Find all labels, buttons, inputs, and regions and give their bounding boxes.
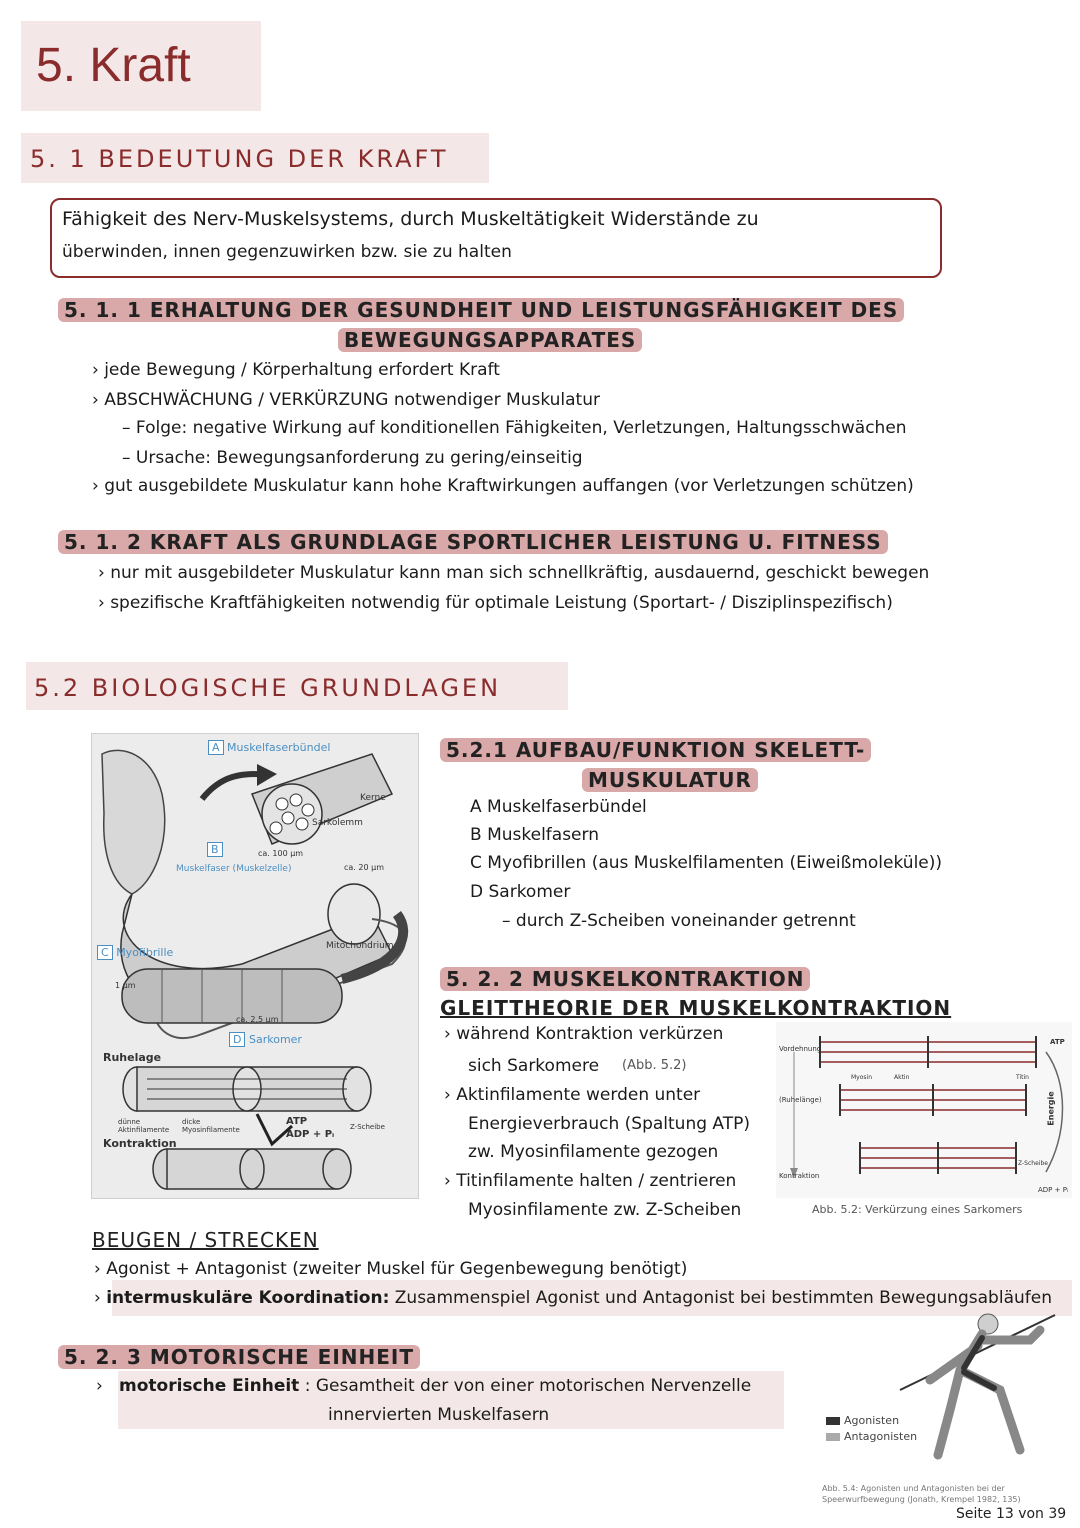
gleittheorie-heading: GLEITTHEORIE DER MUSKELKONTRAKTION: [440, 996, 952, 1020]
section-5-2-1-heading-line2: MUSKULATUR: [582, 768, 758, 792]
figure-2-caption: Abb. 5.2: Verkürzung eines Sarkomers: [812, 1203, 1023, 1216]
label-fig2-atp: ATP: [1050, 1038, 1065, 1046]
label-myosin: Myosin: [851, 1074, 872, 1081]
page-title: 5. Kraft: [36, 39, 191, 92]
section-5-2-2-heading: 5. 2. 2 MUSKELKONTRAKTION: [440, 967, 810, 991]
figure-label-b: B: [207, 843, 223, 856]
label-kontraktion: Kontraktion: [103, 1137, 177, 1150]
list-item: – durch Z-Scheiben voneinander getrennt: [502, 911, 856, 931]
figure-3-caption-2: Speerwurfbewegung (Jonath, Krempel 1982, 135): [822, 1495, 1021, 1504]
list-item: C Myofibrillen (aus Muskelfilamenten (Eiweißmoleküle)): [470, 853, 943, 873]
list-item: Myosinfilamente zw. Z-Scheiben: [468, 1200, 742, 1220]
figure-label-a: A Muskelfaserbündel: [208, 741, 330, 754]
figure-label-d: D Sarkomer: [229, 1033, 302, 1046]
beugen-strecken-heading: BEUGEN / STRECKEN: [92, 1228, 319, 1252]
javelin-figure: [890, 1310, 1060, 1470]
legend-antagonisten-swatch: [826, 1433, 840, 1441]
motor-unit-line-1: › motorische Einheit : Gesamtheit der von einer motorischen Nervenzelle: [96, 1376, 752, 1396]
list-item: › gut ausgebildete Muskulatur kann hohe Kraftwirkungen auffangen (vor Verletzungen schützen): [92, 476, 914, 496]
definition-line-1: Fähigkeit des Nerv-Muskelsystems, durch Muskeltätigkeit Widerstände zu: [62, 208, 759, 230]
section-5-1-heading: 5. 1 BEDEUTUNG DER KRAFT: [30, 145, 449, 173]
page-number: Seite 13 von 39: [956, 1506, 1067, 1522]
label-ca100: ca. 100 µm: [258, 849, 304, 858]
label-ca20: ca. 20 µm: [344, 863, 384, 872]
section-5-1-1-heading-line2: BEWEGUNGSAPPARATES: [338, 328, 642, 352]
list-item: › spezifische Kraftfähigkeiten notwendig für optimale Leistung (Sportart- / Disziplinspezifisch): [98, 593, 893, 613]
motor-unit-line-2: innervierten Muskelfasern: [328, 1405, 550, 1425]
label-fig2-adp: ADP + Pᵢ: [1038, 1186, 1069, 1194]
label-1um: 1 µm: [115, 981, 136, 990]
list-item: › Titinfilamente halten / zentrieren: [444, 1171, 737, 1191]
label-energie: Energie: [1046, 1091, 1056, 1126]
list-item: › Aktinfilamente werden unter: [444, 1085, 701, 1105]
list-item: › ABSCHWÄCHUNG / VERKÜRZUNG notwendiger Muskulatur: [92, 390, 600, 410]
list-item: › nur mit ausgebildeter Muskulatur kann man sich schnellkräftig, ausdauernd, geschickt bewegen: [98, 563, 930, 583]
label-aktin: Aktin: [894, 1074, 910, 1081]
list-item: – Folge: negative Wirkung auf konditionellen Fähigkeiten, Verletzungen, Haltungsschwächen: [122, 418, 907, 438]
figure-label-c: C Myofibrille: [97, 946, 173, 959]
label-vordehnung: Vordehnung: [779, 1045, 822, 1053]
label-duenne: dünne Aktinfilamente: [118, 1118, 170, 1134]
coordination-item: › intermuskuläre Koordination: Zusammenspiel Agonist und Antagonist bei bestimmten Bewegungsabläufen: [94, 1288, 1052, 1308]
abb-ref: (Abb. 5.2): [622, 1058, 687, 1073]
label-sarkolemm: Sarkolemm: [312, 818, 363, 828]
section-5-1-1-heading: 5. 1. 1 ERHALTUNG DER GESUNDHEIT UND LEISTUNGSFÄHIGKEIT DES: [58, 298, 904, 322]
definition-line-2: überwinden, innen gegenzuwirken bzw. sie zu halten: [62, 242, 512, 262]
section-5-1-2-heading: 5. 1. 2 KRAFT ALS GRUNDLAGE SPORTLICHER LEISTUNG U. FITNESS: [58, 530, 888, 554]
legend-agonisten-swatch: [826, 1417, 840, 1425]
label-ca25: ca. 2,5 µm: [236, 1015, 279, 1024]
label-mitochondrium: Mitochondrium: [326, 941, 394, 951]
label-fig2-zscheibe: Z-Scheibe: [1018, 1160, 1048, 1167]
section-5-2-3-heading: 5. 2. 3 MOTORISCHE EINHEIT: [58, 1345, 420, 1369]
label-ruhelage: Ruhelage: [103, 1051, 162, 1064]
label-titin: Titin: [1016, 1074, 1029, 1081]
javelin-athlete-illustration: [890, 1310, 1060, 1470]
label-adp: ADP + Pᵢ: [286, 1129, 335, 1140]
label-zscheibe: Z-Scheibe: [350, 1123, 385, 1131]
label-ruhelaenge: (Ruhelänge): [779, 1096, 822, 1104]
section-5-2-1-heading: 5.2.1 AUFBAU/FUNKTION SKELETT-: [440, 738, 871, 762]
list-item: B Muskelfasern: [470, 825, 599, 845]
list-item: › jede Bewegung / Körperhaltung erfordert Kraft: [92, 360, 500, 380]
legend-antagonisten: Antagonisten: [844, 1430, 918, 1443]
list-item: A Muskelfaserbündel: [470, 797, 647, 817]
list-item: Energieverbrauch (Spaltung ATP): [468, 1114, 750, 1134]
list-item: zw. Myosinfilamente gezogen: [468, 1142, 719, 1162]
legend-agonisten: Agonisten: [844, 1414, 900, 1427]
figure-3-caption-1: Abb. 5.4: Agonisten und Antagonisten bei der: [822, 1484, 1005, 1493]
list-item: sich Sarkomere: [468, 1056, 600, 1076]
label-fig2-kontraktion: Kontraktion: [779, 1172, 820, 1180]
label-dicke: dicke Myosinfilamente: [182, 1118, 240, 1134]
list-item: › Agonist + Antagonist (zweiter Muskel für Gegenbewegung benötigt): [94, 1259, 688, 1279]
label-kerne: Kerne: [360, 793, 386, 803]
list-item: – Ursache: Bewegungsanforderung zu gering/einseitig: [122, 448, 583, 468]
list-item: D Sarkomer: [470, 882, 571, 902]
label-muskelfaser: Muskelfaser (Muskelzelle): [176, 864, 292, 874]
list-item: › während Kontraktion verkürzen: [444, 1024, 724, 1044]
label-atp: ATP: [286, 1116, 308, 1127]
section-5-2-heading: 5.2 BIOLOGISCHE GRUNDLAGEN: [34, 674, 502, 702]
